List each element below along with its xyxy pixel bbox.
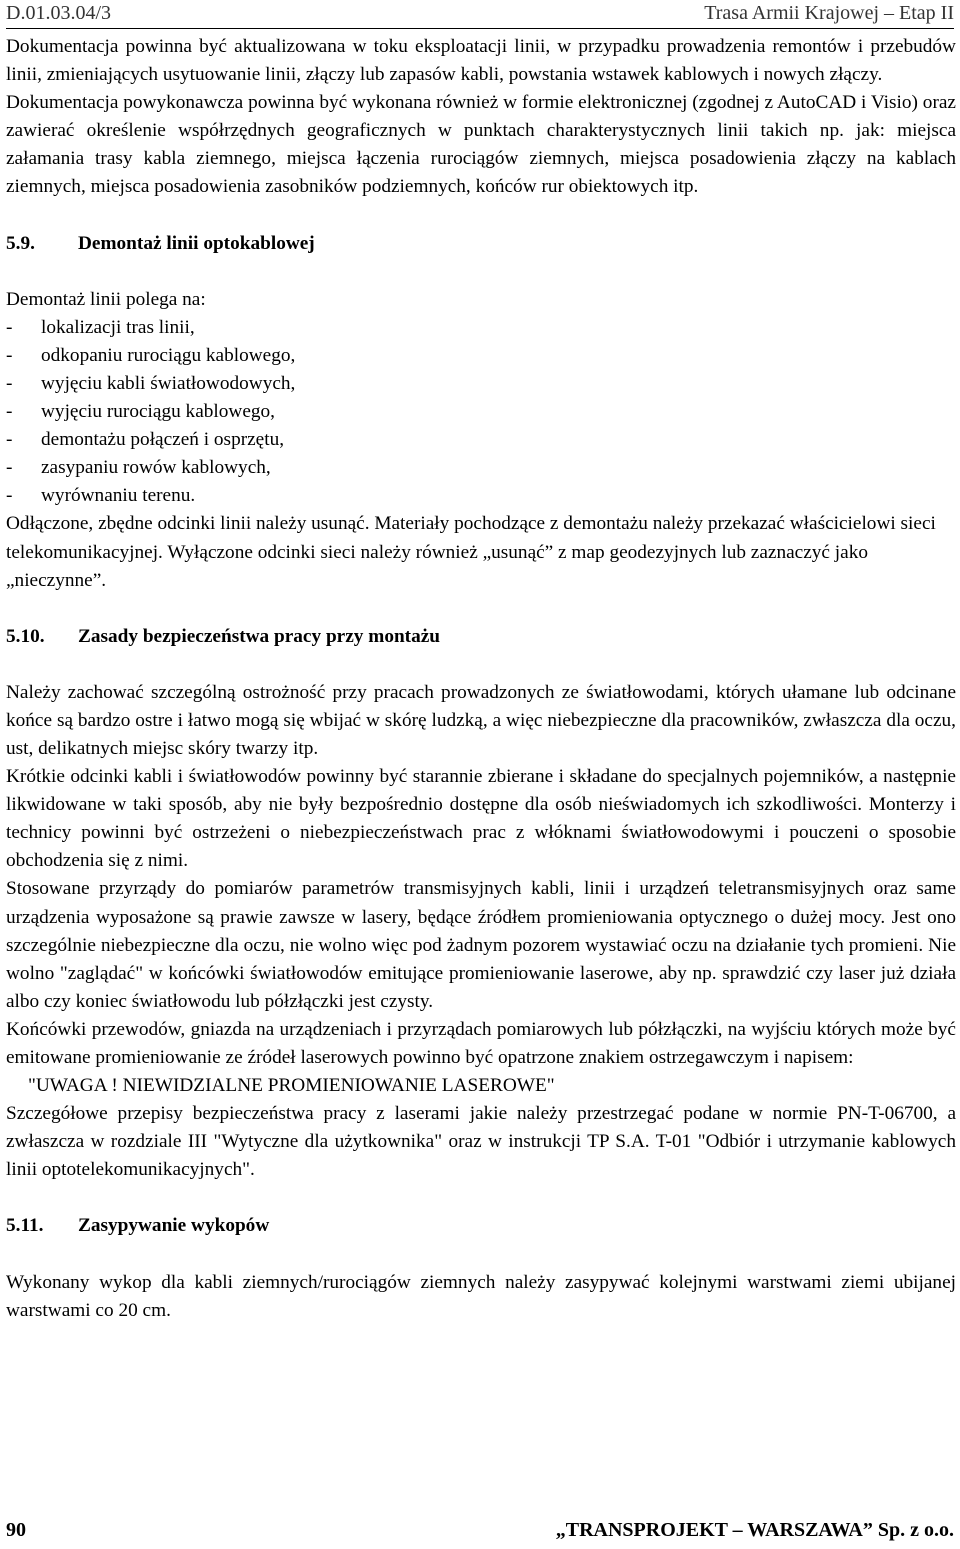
backfill-paragraph: Wykonany wykop dla kabli ziemnych/rurociągów ziemnych należy zasypywać kolejnymi warstwami ziemi ubijanej warstwami co 20 cm.: [6, 1271, 956, 1321]
document-code: D.01.03.04/3: [6, 2, 111, 24]
dismantling-intro: Demontaż linii polega na:: [6, 288, 206, 310]
section-number: 5.10.: [6, 625, 45, 647]
section-heading-5-10: [6, 623, 956, 651]
page-footer: [6, 1515, 954, 1545]
page-content: [6, 33, 956, 1325]
section-title: Zasypywanie wykopów: [78, 1215, 270, 1237]
paragraph-as-built-documentation: Dokumentacja powykonawcza powinna być wykonana również w formie elektronicznej (zgodnej z AutoCAD i Visio) oraz zawierać określenie współrzędnych geograficznych w punktach charakterystycznych linii takich np. jak: miejsca załamania trasy kabla ziemnego, miejsca łączenia rurociągów ziemnych, miejsca posadowienia złączy na kablach ziemnych, miejsca posadowienia zasobników podziemnych, końców rur obiektowych itp.: [6, 92, 956, 198]
section-title: Zasady bezpieczeństwa pracy przy montażu: [78, 625, 441, 647]
section-heading-5-11: [6, 1212, 956, 1240]
company-name: „TRANSPROJEKT – WARSZAWA” Sp. z o.o.: [555, 1518, 954, 1541]
safety-paragraph-waste: Krótkie odcinki kabli i światłowodów powinny być starannie zbierane i składane do specjalnych pojemników, a następnie likwidowane w taki sposób, aby nie były bezpośrednio dostępne dla osób nieświadomych ich szkodliwości. Monterzy i technicy powinni być ostrzeżeni o niebezpieczeństwach prac z włóknami światłowodowymi i pouczeni o sposobie obchodzenia się z nimi.: [6, 766, 956, 872]
paragraph-documentation-update: Dokumentacja powinna być aktualizowana w toku eksploatacji linii, w przypadku prowadzenia remontów i przebudów linii, zmieniających usytuowanie linii, złączy lub zapasów kabli, powstania wstawek kablowych i nowych złączy.: [6, 36, 956, 86]
list-item: - wyjęciu kabli światłowodowych,: [6, 372, 296, 394]
list-item: - zasypaniu rowów kablowych,: [6, 457, 271, 479]
section-heading-5-9: [6, 230, 956, 258]
list-item: - wyjęciu rurociągu kablowego,: [6, 401, 275, 423]
list-item: - wyrównaniu terenu.: [6, 485, 196, 507]
page-number: 90: [6, 1518, 26, 1541]
dismantling-closing: Odłączone, zbędne odcinki linii należy usunąć. Materiały pochodzące z demontażu należy przekazać właścicielowi sieci telekomunikacyjnej. Wyłączone odcinki sieci należy również „usunąć” z map geodezyjnych lub zaznaczyć jako „nieczynne”.: [6, 513, 936, 591]
list-item: - odkopaniu rurociągu kablowego,: [6, 344, 296, 366]
page-header: [6, 0, 954, 29]
section-number: 5.9.: [6, 232, 35, 254]
section-number: 5.11.: [6, 1215, 44, 1237]
safety-paragraph-lasers: Stosowane przyrządy do pomiarów parametrów transmisyjnych kabli, linii i urządzeń teletransmisyjnych oraz same urządzenia wyposażone są prawie zawsze w lasery, będące źródłem promieniowania optycznego o dużej mocy. Jest ono szczególnie niebezpieczne dla oczu, nie wolno więc pod żadnym pozorem wystawiać oczu na działanie tych promieni. Nie wolno "zaglądać" w końcówki światłowodów emitujące promieniowanie laserowe, aby np. sprawdzić czy laser już działa albo czy koniec światłowodu lub półzłączki jest czysty.: [6, 878, 956, 1012]
laser-warning-text: "UWAGA ! NIEWIDZIALNE PROMIENIOWANIE LASEROWE": [28, 1075, 555, 1097]
safety-paragraph-labels: Końcówki przewodów, gniazda na urządzeniach i przyrządach pomiarowych lub półzłączki, na wyjściu których może być emitowane promieniowanie ze źródeł laserowych powinno być opatrzone znakiem ostrzegawczym i napisem:: [6, 1018, 956, 1068]
list-item: - demontażu połączeń i osprzętu,: [6, 429, 285, 451]
list-item: - lokalizacji tras linii,: [6, 316, 195, 338]
project-title: Trasa Armii Krajowej – Etap II: [704, 2, 954, 24]
safety-paragraph-sharp-ends: Należy zachować szczególną ostrożność przy pracach prowadzonych ze światłowodami, których ułamane lub odcinane końce są bardzo ostre i łatwo mogą się wbijać w skórę ludzką, a więc niebezpieczne dla pracowników, zwłaszcza dla oczu, ust, delikatnych miejsc skóry twarzy itp.: [6, 681, 956, 759]
section-title: Demontaż linii optokablowej: [78, 232, 315, 254]
safety-paragraph-regulations: Szczegółowe przepisy bezpieczeństwa pracy z laserami jakie należy przestrzegać podane w normie PN-T-06700, a zwłaszcza w rozdziale III "Wytyczne dla użytkownika" oraz w instrukcji TP S.A. T-01 "Odbiór i utrzymanie kablowych linii optotelekomunikacyjnych".: [6, 1103, 956, 1181]
dismantling-steps-list: [6, 314, 956, 511]
